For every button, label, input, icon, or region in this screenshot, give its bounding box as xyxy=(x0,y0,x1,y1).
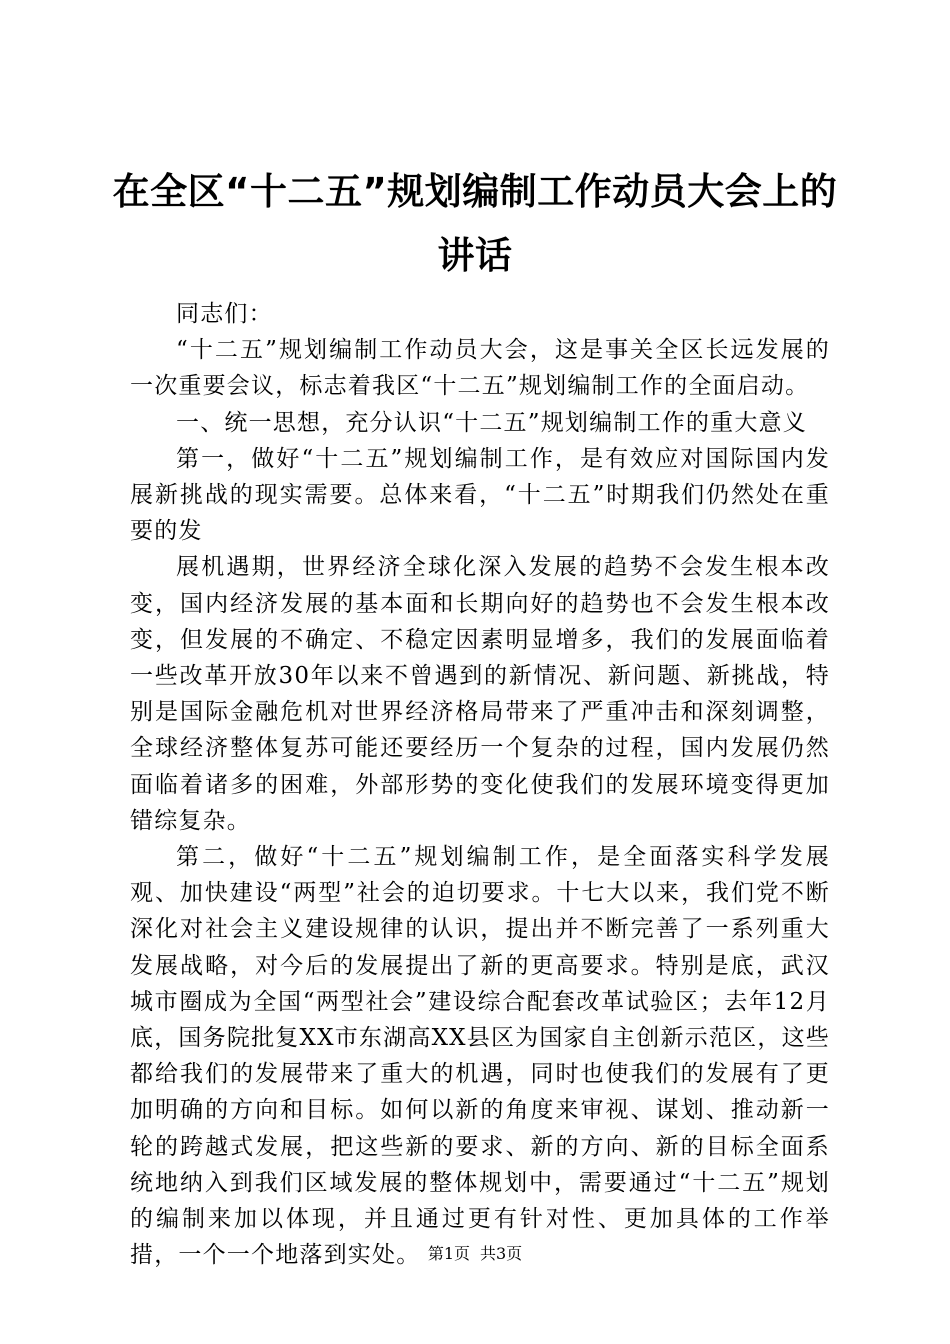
page-number: 第1页 xyxy=(427,1244,470,1263)
intro-paragraph: “十二五”规划编制工作动员大会，这是事关全区长远发展的一次重要会议，标志着我区“十二五”规划编制工作的全面启动。 xyxy=(130,337,830,400)
body-paragraph: 第一，做好“十二五”规划编制工作，是有效应对国际国内发展新挑战的现实需要。总体来看，“十二五”时期我们仍然处在重要的发 xyxy=(130,445,830,545)
document-body xyxy=(130,296,830,1273)
salutation-paragraph: 同志们： xyxy=(176,301,273,327)
body-paragraph: 第二，做好“十二五”规划编制工作，是全面落实科学发展观、加快建设“两型”社会的迫切要求。十七大以来，我们党不断深化对社会主义建设规律的认识，提出并不断完善了一系列重大发展战略，对今后的发展提出了新的更高要求。特别是底，武汉城市圈成为全国“两型社会”建设综合配套改革试验区；去年12月底，国务院批复XX市东湖高XX县区为国家自主创新示范区，这些都给我们的发展带来了重大的机遇，同时也使我们的发展有了更加明确的方向和目标。如何以新的角度来审视、谋划、推动新一轮的跨越式发展，把这些新的要求、新的方向、新的目标全面系统地纳入到我们区域发展的整体规划中，需要通过“十二五”规划的编制来加以体现，并且通过更有针对性、更加具体的工作举措，一个一个地落到实处。 xyxy=(130,844,830,1269)
page-footer xyxy=(0,1244,950,1264)
document-title: 在全区“十二五”规划编制工作动员大会上的讲话 xyxy=(112,170,838,277)
section-heading: 一、统一思想，充分认识“十二五”规划编制工作的重大意义 xyxy=(176,409,807,436)
page-total: 共3页 xyxy=(480,1244,523,1263)
body-paragraph: 展机遇期，世界经济全球化深入发展的趋势不会发生根本改变，国内经济发展的基本面和长期向好的趋势也不会发生根本改变，但发展的不确定、不稳定因素明显增多，我们的发展面临着一些改革开放30年以来不曾遇到的新情况、新问题、新挑战，特别是国际金融危机对世界经济格局带来了严重冲击和深刻调整，全球经济整体复苏可能还要经历一个复杂的过程，国内发展仍然面临着诸多的困难，外部形势的变化使我们的发展环境变得更加错综复杂。 xyxy=(130,554,830,834)
